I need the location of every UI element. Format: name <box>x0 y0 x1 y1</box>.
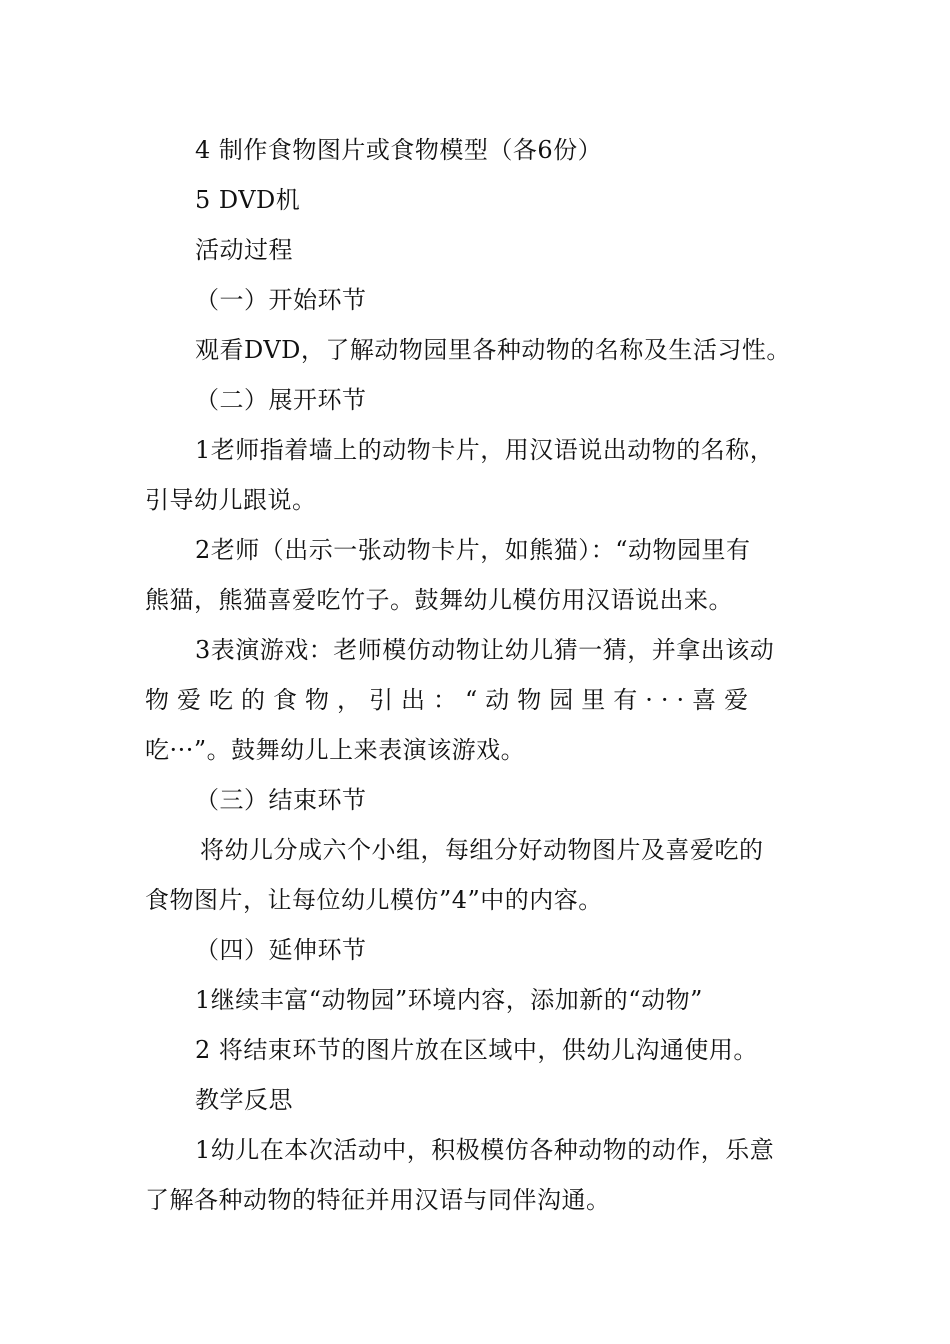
section-heading-activity-process: 活动过程 <box>195 236 293 264</box>
paragraph-extension-1: 1继续丰富“动物园”环境内容，添加新的“动物” <box>195 986 703 1014</box>
section-heading-reflection: 教学反思 <box>195 1086 293 1114</box>
paragraph-step-3-line-2: 物爱吃的食物，引出：“动物园里有···喜爱 <box>145 686 757 714</box>
paragraph-ending-line-2: 食物图片，让每位幼儿模仿”4”中的内容。 <box>145 886 603 914</box>
paragraph-step-3-line-3: 吃···”。鼓舞幼儿上来表演该游戏。 <box>145 736 526 764</box>
material-item-5: 5 DVD机 <box>195 186 301 214</box>
paragraph-step-1-line-2: 引导幼儿跟说。 <box>145 486 317 514</box>
paragraph-reflection-line-2: 了解各种动物的特征并用汉语与同伴沟通。 <box>145 1186 611 1214</box>
material-item-4: 4 制作食物图片或食物模型（各6份） <box>195 136 603 164</box>
subheading-development: （二）展开环节 <box>195 386 367 414</box>
paragraph-step-2-line-2: 熊猫，熊猫喜爱吃竹子。鼓舞幼儿模仿用汉语说出来。 <box>145 586 733 614</box>
paragraph-ending-line-1: 将幼儿分成六个小组，每组分好动物图片及喜爱吃的 <box>200 836 764 864</box>
paragraph-reflection-line-1: 1幼儿在本次活动中，积极模仿各种动物的动作，乐意 <box>195 1136 775 1164</box>
subheading-ending: （三）结束环节 <box>195 786 367 814</box>
paragraph-step-3-line-1: 3表演游戏：老师模仿动物让幼儿猜一猜，并拿出该动 <box>195 636 775 664</box>
subheading-start: （一）开始环节 <box>195 286 367 314</box>
subheading-extension: （四）延伸环节 <box>195 936 367 964</box>
paragraph-extension-2: 2 将结束环节的图片放在区域中，供幼儿沟通使用。 <box>195 1036 758 1064</box>
paragraph-start: 观看DVD，了解动物园里各种动物的名称及生活习性。 <box>195 336 791 364</box>
paragraph-step-2-line-1: 2老师（出示一张动物卡片，如熊猫）：“动物园里有 <box>195 536 751 564</box>
paragraph-step-1-line-1: 1老师指着墙上的动物卡片，用汉语说出动物的名称， <box>195 436 775 464</box>
